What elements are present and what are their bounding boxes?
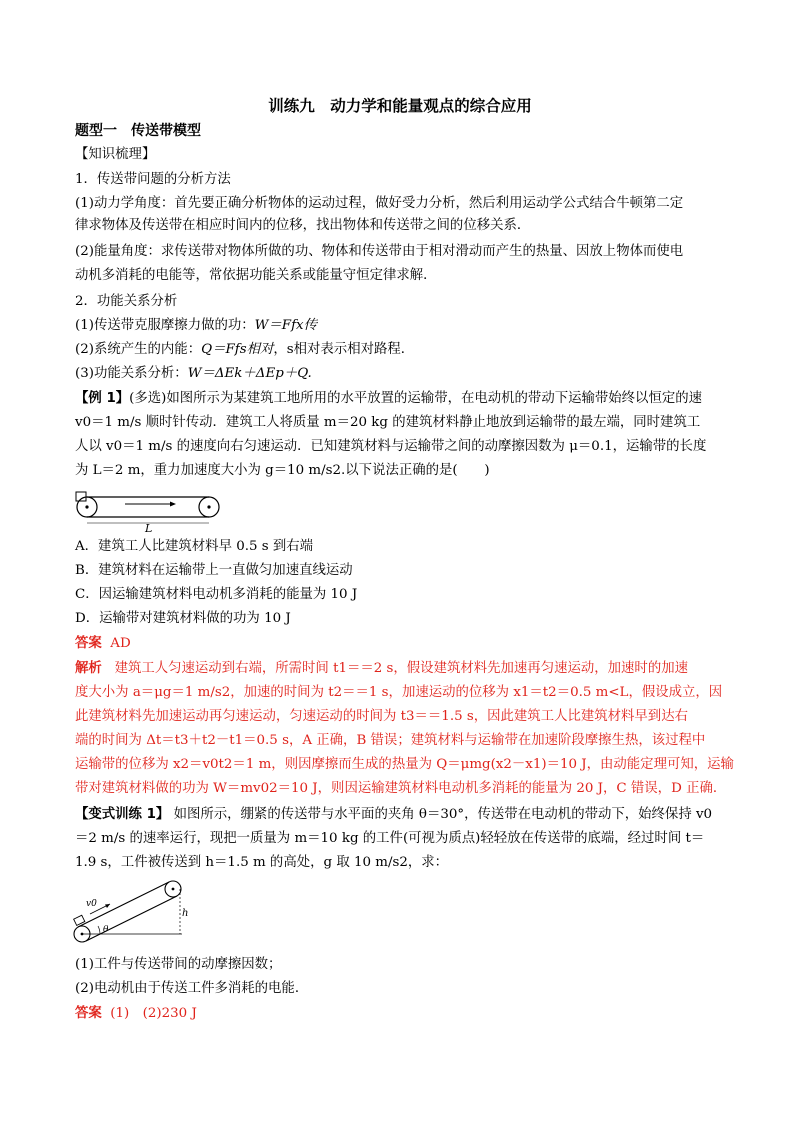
conveyor-belt-figure [70,490,230,532]
left-pulley-axle [85,505,88,508]
point-2-b [75,340,414,360]
answer-2-value: (1) (2)230 J [110,1006,197,1021]
example-1-line-2: v0＝1 m/s 顺时针传动．建筑工人将质量 m＝20 kg 的建筑材料静止地放到运输带的最左端，同时建筑工 [75,415,701,430]
point-1-a-line-2: 律求物体及传送带在相应时间内的位移，找出物体和传送带之间的位移关系． [75,218,531,233]
point-2-a-text: (1)传送带克服摩擦力做的功： [75,318,255,333]
point-2-heading: 2．功能关系分析 [75,294,178,309]
variant-tag: 【变式训练 1】 [75,807,170,822]
option-d: D．运输带对建筑材料做的功为 10 J [75,611,291,626]
option-c: C．因运输建筑材料电动机多消耗的能量为 10 J [75,587,358,602]
solution-line-6: 带对建筑材料做的功为 W＝mv02＝10 J，则因运输建筑材料电动机多消耗的能量为 20 J，C 错误，D 正确． [75,781,727,796]
point-1-b-line-2: 动机多消耗的电能等，常依据功能关系或能量守恒定律求解． [75,268,437,283]
point-2-a [75,316,317,336]
example-1-text-1: (多选)如图所示为某建筑工地所用的水平放置的运输带，在电动机的带动下运输带始终以恒定的速 [129,391,703,406]
solution-line-3: 此建筑材料先加速运动再匀速运动，匀速运动的时间为 t3＝＝1.5 s，因此建筑工人比建筑材料早到达右 [75,709,688,724]
example-1-tag: 【例 1】 [75,391,130,406]
variant-text-1: 如图所示，绷紧的传送带与水平面的夹角 θ＝30°，传送带在电动机的带动下，始终保持 v0 [173,807,713,822]
variant-line-3: 1.9 s，工件被传送到 h＝1.5 m 的高处，g 取 10 m/s2，求： [75,855,449,870]
answer-label: 答案 [75,636,102,651]
variant-line-2: ＝2 m/s 的速率运行，现把一质量为 m＝10 kg 的工件(可视为质点)轻轻放在传送带的底端，经过时间 t＝ [75,831,705,846]
length-label: L [145,522,153,532]
question-2: (2)电动机由于传送工件多消耗的电能． [75,981,309,996]
energy-formula: W＝ΔEk＋ΔEp＋Q. [187,366,312,381]
variant-line-1 [75,805,712,825]
question-1: (1)工件与传送带间的动摩擦因数； [75,957,282,972]
solution-line-5: 运输带的位移为 x2＝v0t2＝1 m，则因摩擦而生成的热量为 Q＝μmg(x2－x1)＝10 J，由动能定理可知，运输 [75,757,734,772]
heat-formula: Q＝Ffs相对 [201,342,274,357]
h-label: h [182,908,189,919]
answer-1-value: AD [110,636,131,651]
point-1-b-line-1: (2)能量角度：求传送带对物体所做的功、物体和传送带由于相对滑动而产生的热量、因放上物体而使电 [75,244,684,259]
point-2-c-text: (3)功能关系分析： [75,366,188,381]
point-1-heading: 1．传送带问题的分析方法 [75,172,231,187]
section-heading: 题型一 传送带模型 [75,123,201,139]
inclined-conveyor-figure [70,880,195,945]
example-1-line-3: 人以 v0＝1 m/s 的速度向右匀速运动．已知建筑材料与运输带之间的动摩擦因数为 μ＝0.1，运输带的长度 [75,439,707,454]
answer-1 [75,634,131,654]
example-1-line-1 [75,389,702,409]
point-2-b-text: (2)系统产生的内能： [75,342,202,357]
option-b: B．建筑材料在运输带上一直做匀加速直线运动 [75,563,353,578]
option-a: A．建筑工人比建筑材料早 0.5 s 到右端 [75,539,314,554]
theta-label: θ [103,925,109,935]
page-title: 训练九 动力学和能量观点的综合应用 [268,97,532,115]
work-formula: W＝Ffx传 [254,318,317,333]
top-pulley-axle [172,888,175,891]
solution-text-1: 建筑工人匀速运动到右端，所需时间 t1＝＝2 s，假设建筑材料先加速再匀速运动，加速时的加速 [114,661,688,676]
point-2-c [75,364,312,384]
point-2-b-tail: ，s相对表示相对路程． [273,342,415,357]
solution-line-4: 端的时间为 Δt＝t3＋t2－t1＝0.5 s，A 正确，B 错误；建筑材料与运输带在加速阶段摩擦生热，该过程中 [75,733,706,748]
knowledge-tag: 【知识梳理】 [75,147,156,162]
example-1-line-4: 为 L＝2 m，重力加速度大小为 g＝10 m/s2.以下说法正确的是( ) [75,463,490,478]
right-pulley-axle [207,505,210,508]
angle-arc [98,926,100,934]
arrow-head [170,502,176,507]
answer-2 [75,1004,197,1024]
solution-label: 解析 [75,661,102,676]
point-1-a-line-1: (1)动力学角度：首先要正确分析物体的运动过程，做好受力分析，然后利用运动学公式结合牛顿第二定 [75,196,684,211]
solution-line-1 [75,659,688,679]
solution-line-2: 度大小为 a＝μg＝1 m/s2，加速的时间为 t2＝＝1 s，加速运动的位移为 x1＝t2＝0.5 m<L，假设成立，因 [75,685,723,700]
answer-2-label: 答案 [75,1006,102,1021]
v0-label: v0 [86,899,97,909]
